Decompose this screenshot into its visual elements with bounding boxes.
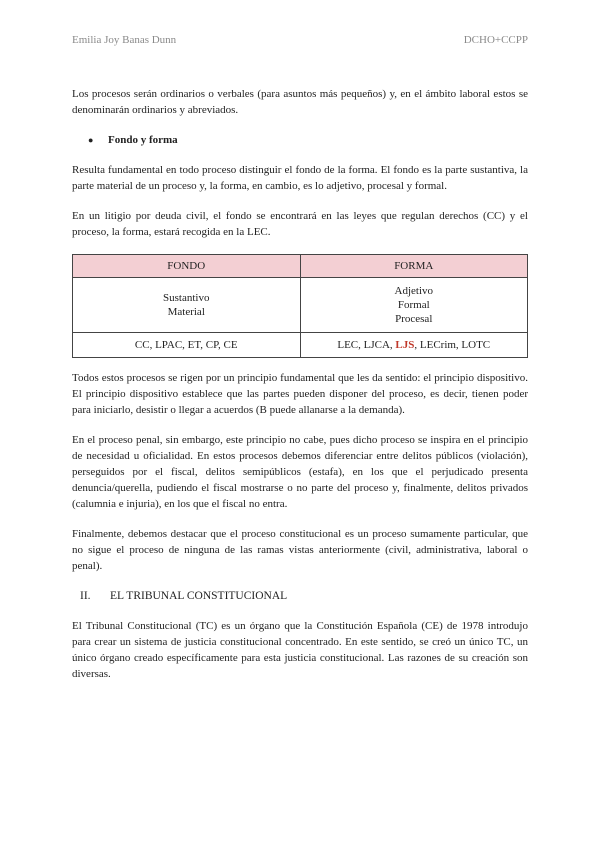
bullet-heading [88,132,528,148]
paragraph-proceso-penal: En el proceso penal, sin embargo, este principio no cabe, pues dicho proceso se inspira en el principio de necesidad u oficialidad. En estos procesos debemos diferenciar entre delitos públicos (violación), perseguidos por el fiscal, delitos semipúblicos (estafa), en los que el perjudicado presenta denuncia/querella, pudiendo el fiscal mostrarse o no parte del proceso y, finalmente, delitos privados (calumnia e injuria), en los que el fiscal no entra. [72,434,528,510]
table-cell-fondo-terms: Sustantivo Material [73,278,301,333]
table-cell-forma-terms: Adjetivo Formal Procesal [300,278,528,333]
table-cell-fondo-laws: CC, LPAC, ET, CP, CE [73,333,301,358]
table-row [73,333,528,358]
subject-code: DCHO+CCPP [463,34,528,46]
paragraph-tribunal-constitucional: El Tribunal Constitucional (TC) es un órgano que la Constitución Española (CE) de 1978 introdujo para crear un sistema de justicia constitucional concentrado. En este sentido, se creó un único TC, un único órgano creado específicamente para esta justicia constitucional. Las razones de su creación son diversas. [72,620,528,680]
section-heading [80,588,528,604]
table-header-fondo: FONDO [73,255,301,278]
document-body [72,86,528,682]
paragraph-litigio: En un litigio por deuda civil, el fondo se encontrará en las leyes que regulan derechos (CC) y el proceso, la forma, estará recogida en la LEC. [72,210,528,238]
paragraph-principio-dispositivo: Todos estos procesos se rigen por un principio fundamental que les da sentido: el principio dispositivo. El principio dispositivo establece que las partes pueden disponer del proceso, es decir, tienen poder para iniciarlo, desistir o llegar a acuerdos (B puede allanarse a la demanda). [72,372,528,416]
author-name: Emilia Joy Banas Dunn [72,34,177,46]
table-cell-forma-laws: LEC, LJCA, LJS, LECrim, LOTC [300,333,528,358]
fondo-forma-table [72,254,528,358]
paragraph-fondo-forma: Resulta fundamental en todo proceso distinguir el fondo de la forma. El fondo es la parte sustantiva, la parte material de un proceso y, la forma, en cambio, es lo adjetivo, procesal y formal. [72,164,528,192]
table-row [73,278,528,333]
table-header-row [73,255,528,278]
highlighted-law: LJS [395,339,415,351]
table-header-forma: FORMA [300,255,528,278]
bullet-heading-text: Fondo y forma [108,134,178,146]
section-number: II. [80,590,91,602]
section-title: EL TRIBUNAL CONSTITUCIONAL [110,590,288,602]
paragraph-procesos: Los procesos serán ordinarios o verbales (para asuntos más pequeños) y, en el ámbito laboral estos se denominarán ordinarios y abreviados. [72,88,528,116]
paragraph-proceso-constitucional: Finalmente, debemos destacar que el proceso constitucional es un proceso sumamente particular, que no sigue el proceso de ninguna de las ramas vistas anteriormente (civil, administrativa, laboral o penal). [72,528,528,572]
page-header [72,34,528,46]
bullet-dot-icon: ● [88,135,94,145]
